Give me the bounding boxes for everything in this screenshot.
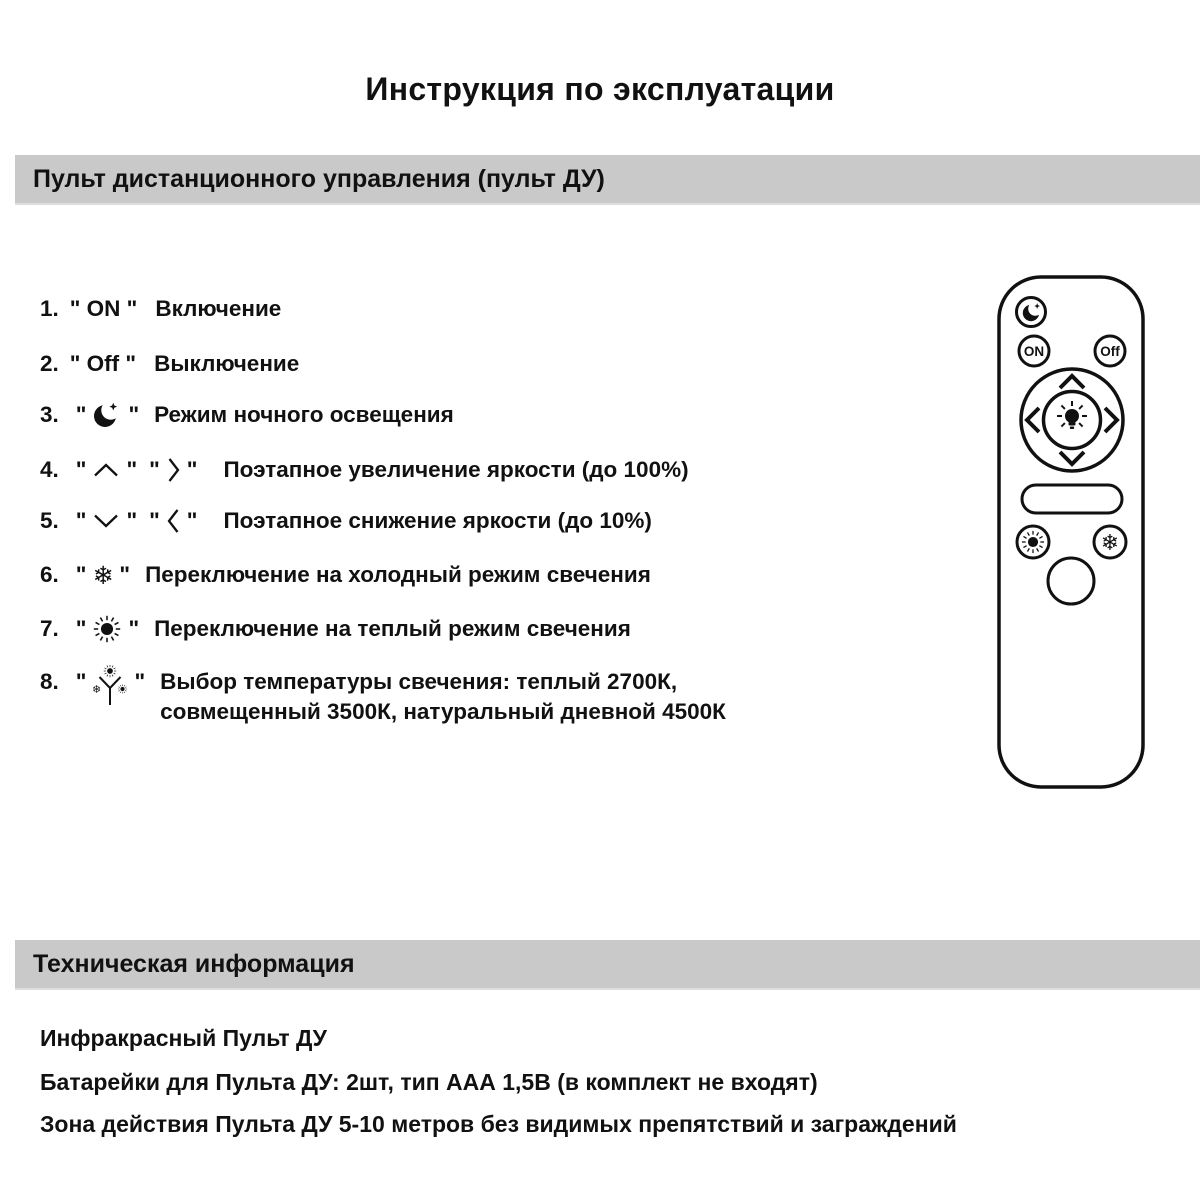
item-text: Включение — [155, 296, 282, 321]
list-item — [40, 294, 281, 324]
quote-mark: " — [126, 508, 138, 533]
tech-info-line: Батарейки для Пульта ДУ: 2шт, тип ААА 1,5В (в комплект не входят) — [40, 1069, 818, 1095]
dpad-up-chevron-icon — [1060, 376, 1084, 388]
remote-night-mode-button — [1017, 298, 1046, 327]
item-text-line1: Выбор температуры свечения: теплый 2700К, — [160, 669, 678, 694]
moon-icon — [92, 400, 122, 430]
on-button-label: ON — [1023, 344, 1045, 359]
snowflake-icon: ❄ — [1100, 531, 1120, 556]
item-number: 1. — [40, 296, 59, 321]
remote-cold-mode-button — [1094, 526, 1126, 558]
item-number: 8. — [40, 669, 59, 694]
button-description-list — [40, 0, 970, 760]
item-text: Режим ночного освещения — [154, 402, 454, 427]
chevron-up-icon — [92, 462, 120, 478]
quote-mark: " — [75, 616, 87, 641]
list-item — [40, 400, 454, 430]
chevron-right-icon — [166, 455, 181, 485]
sun-icon — [92, 614, 122, 644]
temperature-select-icon — [92, 665, 128, 709]
button-label: " ON " — [69, 296, 138, 321]
quote-mark: " — [75, 669, 87, 694]
quote-mark: " — [186, 508, 198, 533]
item-text: Поэтапное снижение яркости (до 10%) — [223, 508, 652, 533]
quote-mark: " — [149, 508, 160, 533]
quote-mark: " — [128, 402, 140, 427]
section-header-remote-label: Пульт дистанционного управления (пульт ДУ) — [33, 164, 605, 193]
dpad-down-chevron-icon — [1060, 452, 1084, 464]
list-item — [40, 614, 631, 644]
quote-mark: " — [75, 562, 87, 587]
moon-icon — [1023, 302, 1043, 322]
quote-mark: " — [119, 562, 131, 587]
quote-mark: " — [75, 508, 87, 533]
remote-control-drawing — [992, 272, 1152, 797]
sun-icon — [1022, 531, 1044, 553]
dpad-left-chevron-icon — [1027, 408, 1039, 432]
remote-off-button — [1095, 336, 1125, 366]
item-number: 6. — [40, 562, 59, 587]
item-text: Переключение на теплый режим свечения — [154, 616, 631, 641]
snowflake-icon: ❄ — [92, 560, 114, 590]
section-header-tech — [15, 940, 1200, 990]
item-text — [160, 667, 726, 727]
item-number: 2. — [40, 351, 59, 376]
quote-mark: " — [75, 457, 87, 482]
item-text: Выключение — [154, 351, 300, 376]
page-title: Инструкция по эксплуатации — [365, 71, 835, 107]
quote-mark: " — [149, 457, 160, 482]
light-bulb-icon — [1057, 401, 1087, 429]
quote-mark: " — [134, 669, 146, 694]
quote-mark: " — [128, 616, 140, 641]
dpad-right-chevron-icon — [1105, 408, 1117, 432]
chevron-left-icon — [166, 506, 181, 536]
tech-info-line: Зона действия Пульта ДУ 5-10 метров без видимых препятствий и заграждений — [40, 1111, 957, 1137]
chevron-down-icon — [92, 513, 120, 529]
snowflake-mini-icon: ❄ — [92, 683, 102, 696]
off-button-label: Off — [1100, 344, 1120, 359]
list-item — [40, 667, 726, 724]
section-header-tech-label: Техническая информация — [33, 949, 355, 978]
item-number: 7. — [40, 616, 59, 641]
item-number: 5. — [40, 508, 59, 533]
remote-dpad — [1021, 369, 1123, 471]
item-number: 4. — [40, 457, 59, 482]
remote-pill-button — [1022, 485, 1122, 513]
item-text-line2: совмещенный 3500К, натуральный дневной 4500К — [160, 699, 726, 724]
quote-mark: " — [186, 457, 198, 482]
remote-control-illustration — [992, 272, 1152, 802]
list-item — [40, 349, 299, 379]
quote-mark: " — [75, 402, 87, 427]
remote-round-button — [1048, 558, 1094, 604]
list-item — [40, 455, 689, 485]
remote-warm-mode-button — [1017, 526, 1049, 558]
button-label: " Off " — [69, 351, 137, 376]
list-item — [40, 560, 651, 590]
item-text: Поэтапное увеличение яркости (до 100%) — [223, 457, 689, 482]
item-text: Переключение на холодный режим свечения — [145, 562, 651, 587]
tech-info-line: Инфракрасный Пульт ДУ — [40, 1025, 327, 1051]
item-number: 3. — [40, 402, 59, 427]
quote-mark: " — [126, 457, 138, 482]
list-item — [40, 506, 652, 536]
remote-on-button — [1019, 336, 1049, 366]
